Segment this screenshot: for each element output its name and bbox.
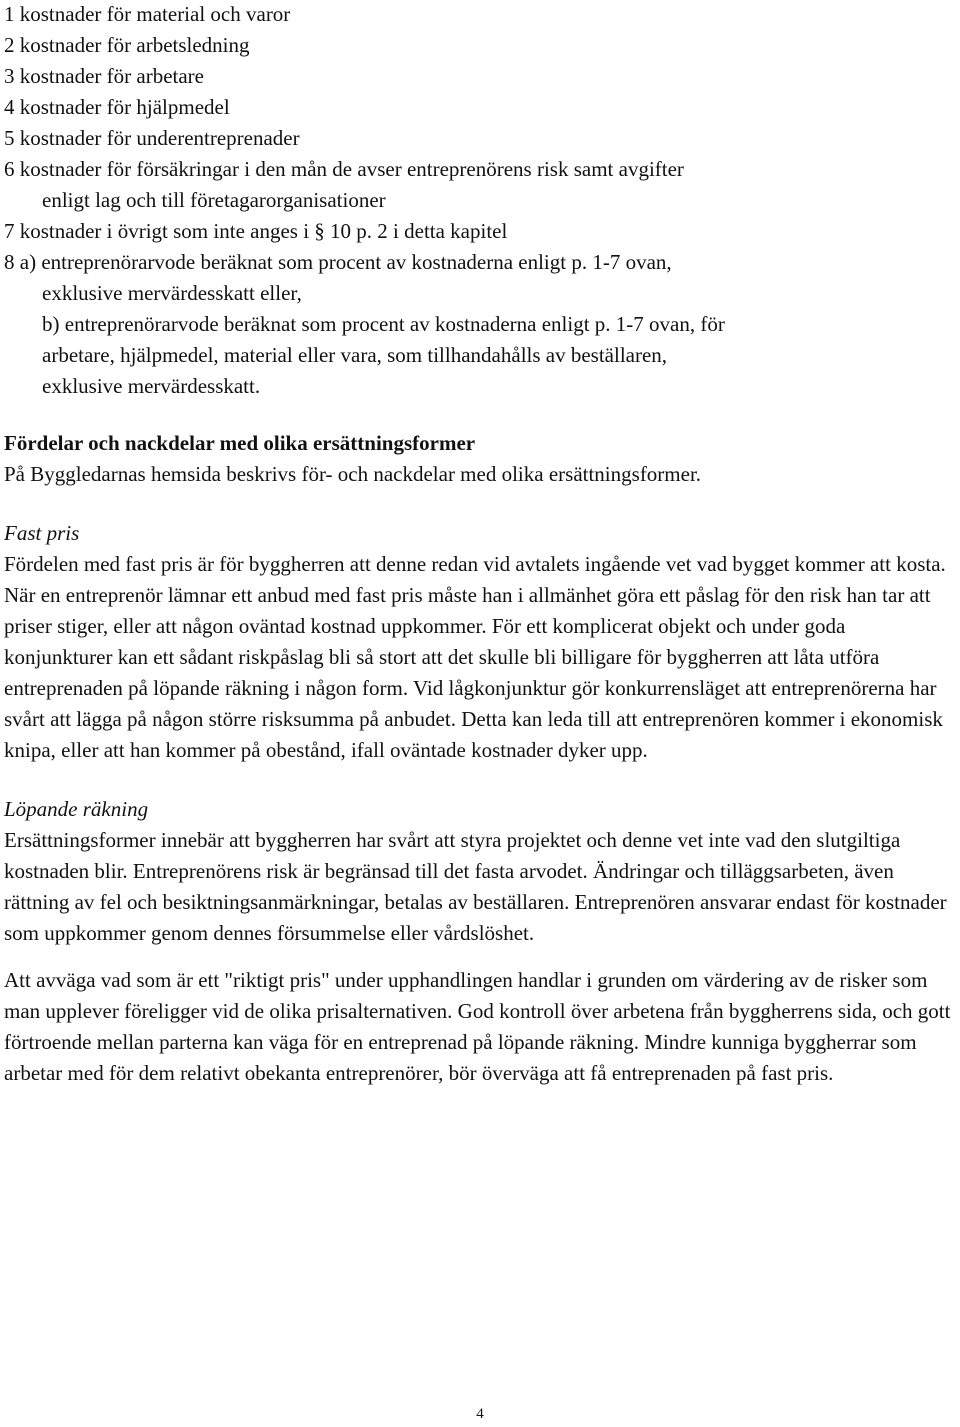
section-right-price	[4, 965, 956, 1089]
section-fixed-price	[4, 518, 956, 766]
section-compensation-forms	[4, 428, 956, 490]
section-body: Att avväga vad som är ett "riktigt pris" under upphandlingen handlar i grunden om värdering av de risker som man upplever föreligger vid de olika prisalternativen. God kontroll över arbetena från byggherrens sida, och gott förtroende mellan parterna kan väga för en entreprenad på löpande räkning. Mindre kunniga byggherrar som arbetar med för dem relativt obekanta entreprenörer, bör överväga att få entreprenaden på fast pris.	[4, 968, 951, 1085]
list-item	[4, 247, 956, 402]
section-heading: Fast pris	[4, 521, 80, 545]
list-item-line: b) entreprenörarvode beräknat som procent av kostnaderna enligt p. 1-7 ovan, för	[42, 312, 725, 336]
section-body: Ersättningsformer innebär att byggherren har svårt att styra projektet och denne vet inte vad den slutgiltiga kostnaden blir. Entreprenörens risk är begränsad till det fasta arvodet. Ändringar och tilläggsarbeten, även rättning av fel och besiktningsanmärkningar, betalas av beställaren. Entreprenören ansvarar endast för kostnader som uppkommer genom dennes försummelse eller vårdslöshet.	[4, 828, 947, 945]
section-body: På Byggledarnas hemsida beskrivs för- och nackdelar med olika ersättningsformer.	[4, 462, 702, 486]
list-item-line: 8 a) entreprenörarvode beräknat som procent av kostnaderna enligt p. 1-7 ovan,	[4, 250, 672, 274]
list-item-line: 2 kostnader för arbetsledning	[4, 33, 250, 57]
section-body: Fördelen med fast pris är för byggherren att denne redan vid avtalets ingående vet vad bygget kommer att kosta. När en entreprenör lämnar ett anbud med fast pris måste han i allmänhet göra ett påslag för den risk han tar att priser stiger, eller att någon oväntad kostnad uppkommer. För ett komplicerat objekt och under goda konjunkturer kan ett sådant riskpåslag bli så stort att det skulle bli billigare för byggherren att låta utföra entreprenaden på löpande räkning i någon form. Vid lågkonjunktur gör konkurrensläget att entreprenörerna har svårt att lägga på någon större risksumma på anbudet. Detta kan leda till att entreprenören kommer i ekonomisk knipa, eller att han kommer på obestånd, ifall oväntade kostnader dyker upp.	[4, 552, 946, 762]
list-item	[4, 123, 956, 154]
document-page	[4, 0, 956, 1117]
list-item	[4, 154, 956, 216]
list-item	[4, 30, 956, 61]
list-item	[4, 61, 956, 92]
list-item-line: 4 kostnader för hjälpmedel	[4, 95, 230, 119]
list-item-line: 3 kostnader för arbetare	[4, 64, 204, 88]
list-item-line: 7 kostnader i övrigt som inte anges i § 10 p. 2 i detta kapitel	[4, 219, 508, 243]
list-item-line: arbetare, hjälpmedel, material eller vara, som tillhandahålls av beställaren,	[42, 343, 668, 367]
section-heading: Löpande räkning	[4, 797, 149, 821]
list-item	[4, 216, 956, 247]
list-item-line: exklusive mervärdesskatt eller,	[42, 281, 302, 305]
section-running-account	[4, 794, 956, 949]
list-item-line: 1 kostnader för material och varor	[4, 2, 291, 26]
list-item-line: 5 kostnader för underentreprenader	[4, 126, 300, 150]
cost-list	[4, 0, 956, 402]
list-item-line: 6 kostnader för försäkringar i den mån de avser entreprenörens risk samt avgifter	[4, 157, 684, 181]
list-item-line: enligt lag och till företagarorganisationer	[42, 188, 386, 212]
list-item	[4, 0, 956, 30]
section-heading: Fördelar och nackdelar med olika ersättningsformer	[4, 431, 476, 455]
list-item-line: exklusive mervärdesskatt.	[42, 374, 261, 398]
list-item	[4, 92, 956, 123]
page-number: 4	[476, 1406, 484, 1422]
